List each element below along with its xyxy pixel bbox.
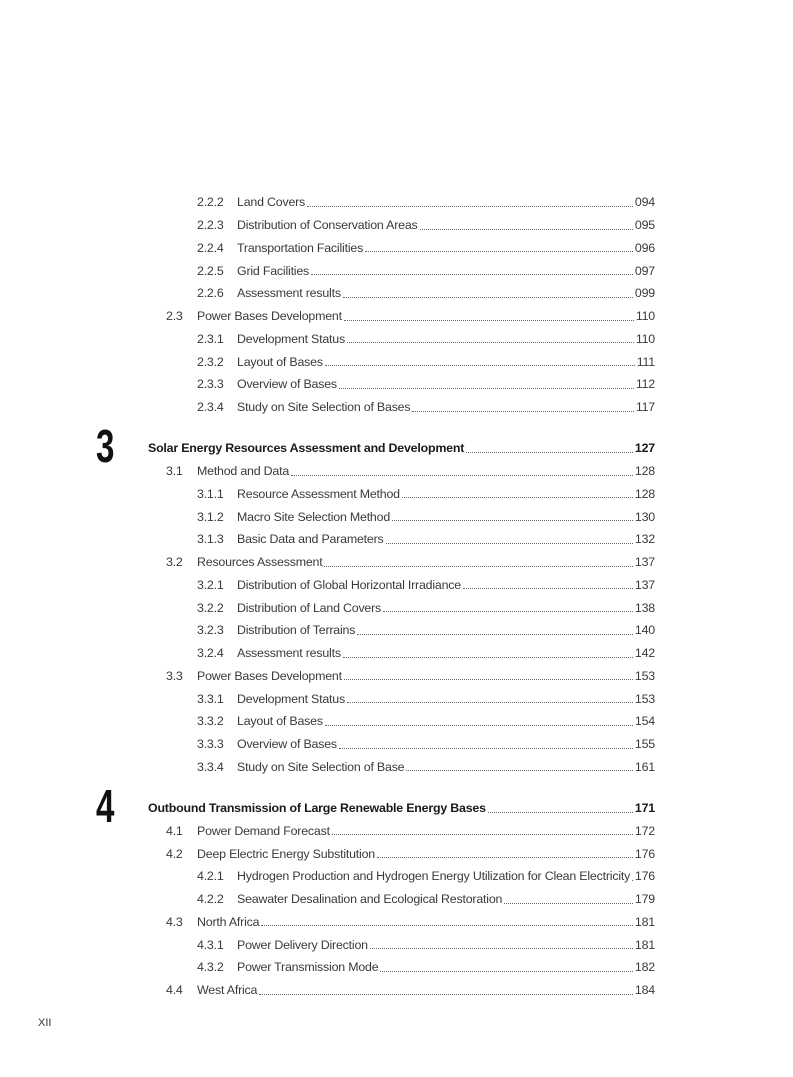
dot-leader <box>339 388 634 389</box>
dot-leader <box>392 520 633 521</box>
entry-title: Deep Electric Energy Substitution <box>197 846 375 861</box>
section-number: 3.2.2 <box>197 600 224 615</box>
toc-entry[interactable] <box>0 756 793 779</box>
toc-entry[interactable] <box>0 596 793 619</box>
entry-title: Distribution of Global Horizontal Irradiance <box>237 577 461 592</box>
entry-title: West Africa <box>197 983 258 998</box>
dot-leader <box>343 657 633 658</box>
dot-leader <box>325 725 633 726</box>
entry-title: Resource Assessment Method <box>237 486 400 501</box>
entry-page-number: 154 <box>634 714 655 729</box>
entry-title: Basic Data and Parameters <box>237 532 384 547</box>
entry-title: Development Status <box>237 691 345 706</box>
dot-leader <box>380 971 633 972</box>
section-number: 4.4 <box>166 983 183 998</box>
section-number: 2.3.4 <box>197 400 224 415</box>
entry-title: Power Demand Forecast <box>197 823 330 838</box>
section-number: 3.3.4 <box>197 759 224 774</box>
entry-page-number: 171 <box>634 801 655 816</box>
entry-page-number: 181 <box>634 937 655 952</box>
entry-page-number: 176 <box>634 846 655 861</box>
toc-entry[interactable] <box>0 665 793 688</box>
toc-entry[interactable] <box>0 911 793 934</box>
toc-entry[interactable] <box>0 282 793 305</box>
toc-entry[interactable] <box>0 396 793 419</box>
entry-page-number: 155 <box>634 737 655 752</box>
entry-page-number: 095 <box>634 218 655 233</box>
entry-title: Power Transmission Mode <box>237 960 379 975</box>
section-number: 3.3 <box>166 668 183 683</box>
dot-leader <box>339 748 633 749</box>
section-number: 3.2 <box>166 555 183 570</box>
entry-title: Overview of Bases <box>237 377 337 392</box>
toc-entry[interactable] <box>0 483 793 506</box>
entry-page-number: 138 <box>634 600 655 615</box>
dot-leader <box>632 880 633 881</box>
entry-page-number: 099 <box>634 286 655 301</box>
entry-page-number: 127 <box>634 441 655 456</box>
section-number: 2.3.1 <box>197 331 224 346</box>
entry-page-number: 132 <box>634 532 655 547</box>
entry-page-number: 182 <box>634 960 655 975</box>
dot-leader <box>488 812 633 813</box>
entry-title: Study on Site Selection of Bases <box>237 400 411 415</box>
entry-page-number: 172 <box>634 823 655 838</box>
entry-page-number: 110 <box>635 331 655 346</box>
section-number: 4.1 <box>166 823 183 838</box>
entry-page-number: 128 <box>634 464 655 479</box>
toc-entry[interactable] <box>0 574 793 597</box>
section-number: 3.3.2 <box>197 714 224 729</box>
toc-entry[interactable] <box>0 214 793 237</box>
toc-entry[interactable] <box>0 305 793 328</box>
chapter-number: 3 <box>96 420 115 472</box>
dot-leader <box>347 702 633 703</box>
entry-title: Grid Facilities <box>237 263 310 278</box>
entry-page-number: 117 <box>635 400 655 415</box>
entry-title: Layout of Bases <box>237 354 323 369</box>
section-number: 3.1.1 <box>197 486 224 501</box>
dot-leader <box>259 994 633 995</box>
section-number: 3.1 <box>166 464 183 479</box>
entry-title: Transportation Facilities <box>237 240 364 255</box>
section-number: 2.3.2 <box>197 354 224 369</box>
section-number: 2.2.6 <box>197 286 224 301</box>
dot-leader <box>504 903 633 904</box>
entry-page-number: 128 <box>634 486 655 501</box>
entry-page-number: 153 <box>634 668 655 683</box>
dot-leader <box>307 206 633 207</box>
entry-page-number: 110 <box>635 309 655 324</box>
entry-title: Overview of Bases <box>237 737 337 752</box>
entry-page-number: 130 <box>634 509 655 524</box>
entry-title: Power Delivery Direction <box>237 937 368 952</box>
dot-leader <box>365 251 633 252</box>
toc-entry[interactable] <box>0 733 793 756</box>
entry-title: Solar Energy Resources Assessment and Development <box>148 441 465 456</box>
entry-title: North Africa <box>197 914 260 929</box>
entry-page-number: 184 <box>634 983 655 998</box>
dot-leader <box>386 543 633 544</box>
dot-leader <box>412 411 633 412</box>
toc-entry[interactable] <box>0 191 793 214</box>
toc-entry[interactable] <box>0 328 793 351</box>
section-number: 2.2.3 <box>197 218 224 233</box>
section-number: 3.3.3 <box>197 737 224 752</box>
entry-title: Macro Site Selection Method <box>237 509 391 524</box>
entry-title: Outbound Transmission of Large Renewable Energy Bases <box>148 801 486 816</box>
dot-leader <box>311 274 633 275</box>
toc-entry[interactable] <box>0 237 793 260</box>
section-number: 4.2 <box>166 846 183 861</box>
toc-entry[interactable] <box>0 888 793 911</box>
toc-entry[interactable] <box>0 933 793 956</box>
section-number: 3.2.4 <box>197 646 224 661</box>
entry-title: Power Bases Development <box>197 668 342 683</box>
entry-page-number: 161 <box>634 759 655 774</box>
section-number: 3.2.1 <box>197 577 224 592</box>
toc-entry[interactable] <box>0 551 793 574</box>
entry-title: Distribution of Land Covers <box>237 600 382 615</box>
toc-entry[interactable] <box>0 505 793 528</box>
entry-page-number: 096 <box>634 240 655 255</box>
dot-leader <box>291 475 633 476</box>
dot-leader <box>344 320 634 321</box>
section-number: 3.2.3 <box>197 623 224 638</box>
chapter-number: 4 <box>96 779 115 832</box>
section-number: 3.1.2 <box>197 509 224 524</box>
entry-title: Resources Assessment <box>197 555 323 570</box>
section-number: 2.3 <box>166 309 183 324</box>
entry-title: Method and Data <box>197 464 290 479</box>
entry-page-number: 094 <box>634 195 655 210</box>
section-number: 4.3 <box>166 914 183 929</box>
entry-page-number: 142 <box>634 646 655 661</box>
dot-leader <box>357 634 633 635</box>
entry-page-number: 140 <box>634 623 655 638</box>
toc-entry[interactable] <box>0 710 793 733</box>
dot-leader <box>324 566 632 567</box>
section-number: 2.2.5 <box>197 263 224 278</box>
section-number: 2.2.2 <box>197 195 224 210</box>
dot-leader <box>463 588 633 589</box>
section-number: 2.2.4 <box>197 240 224 255</box>
entry-page-number: 137 <box>634 555 655 570</box>
section-number: 3.1.3 <box>197 532 224 547</box>
entry-page-number: 153 <box>634 691 655 706</box>
section-number: 3.3.1 <box>197 691 224 706</box>
toc-entry[interactable] <box>0 619 793 642</box>
entry-title: Hydrogen Production and Hydrogen Energy Utilization for Clean Electricity <box>237 869 631 884</box>
section-number: 4.2.1 <box>197 869 224 884</box>
toc-entry[interactable] <box>0 373 793 396</box>
toc-entry[interactable] <box>0 687 793 710</box>
dot-leader <box>406 770 633 771</box>
entry-page-number: 097 <box>634 263 655 278</box>
entry-title: Assessment results <box>237 646 341 661</box>
entry-page-number: 176 <box>634 869 655 884</box>
entry-page-number: 181 <box>634 914 655 929</box>
entry-title: Seawater Desalination and Ecological Restoration <box>237 892 503 907</box>
entry-title: Layout of Bases <box>237 714 323 729</box>
toc-entry[interactable] <box>0 979 793 1002</box>
dot-leader <box>383 611 633 612</box>
entry-title: Assessment results <box>237 286 341 301</box>
dot-leader <box>420 229 633 230</box>
section-number: 2.3.3 <box>197 377 224 392</box>
toc-entry[interactable] <box>0 460 793 483</box>
section-number: 4.3.1 <box>197 937 224 952</box>
dot-leader <box>377 857 633 858</box>
entry-title: Distribution of Conservation Areas <box>237 218 418 233</box>
entry-title: Development Status <box>237 331 345 346</box>
entry-page-number: 112 <box>635 377 655 392</box>
toc-entry[interactable] <box>0 820 793 843</box>
section-number: 4.3.2 <box>197 960 224 975</box>
dot-leader <box>325 365 635 366</box>
page-number: XII <box>38 1017 52 1029</box>
section-number: 4.2.2 <box>197 892 224 907</box>
toc-entry[interactable] <box>0 842 793 865</box>
table-of-contents <box>0 191 793 1002</box>
entry-title: Study on Site Selection of Base <box>237 759 405 774</box>
toc-entry[interactable] <box>0 528 793 551</box>
entry-page-number: 137 <box>634 577 655 592</box>
entry-page-number: 179 <box>634 892 655 907</box>
entry-title: Distribution of Terrains <box>237 623 356 638</box>
toc-entry[interactable] <box>0 642 793 665</box>
toc-entry[interactable] <box>0 259 793 282</box>
dot-leader <box>343 297 633 298</box>
dot-leader <box>466 452 633 453</box>
dot-leader <box>344 679 633 680</box>
dot-leader <box>370 948 633 949</box>
entry-page-number: 111 <box>636 354 655 369</box>
toc-entry[interactable] <box>0 865 793 888</box>
toc-entry[interactable] <box>0 956 793 979</box>
dot-leader <box>402 497 633 498</box>
dot-leader <box>347 342 634 343</box>
dot-leader <box>261 925 633 926</box>
entry-title: Land Covers <box>237 195 306 210</box>
toc-entry[interactable] <box>0 350 793 373</box>
dot-leader <box>332 834 633 835</box>
entry-title: Power Bases Development <box>197 309 342 324</box>
